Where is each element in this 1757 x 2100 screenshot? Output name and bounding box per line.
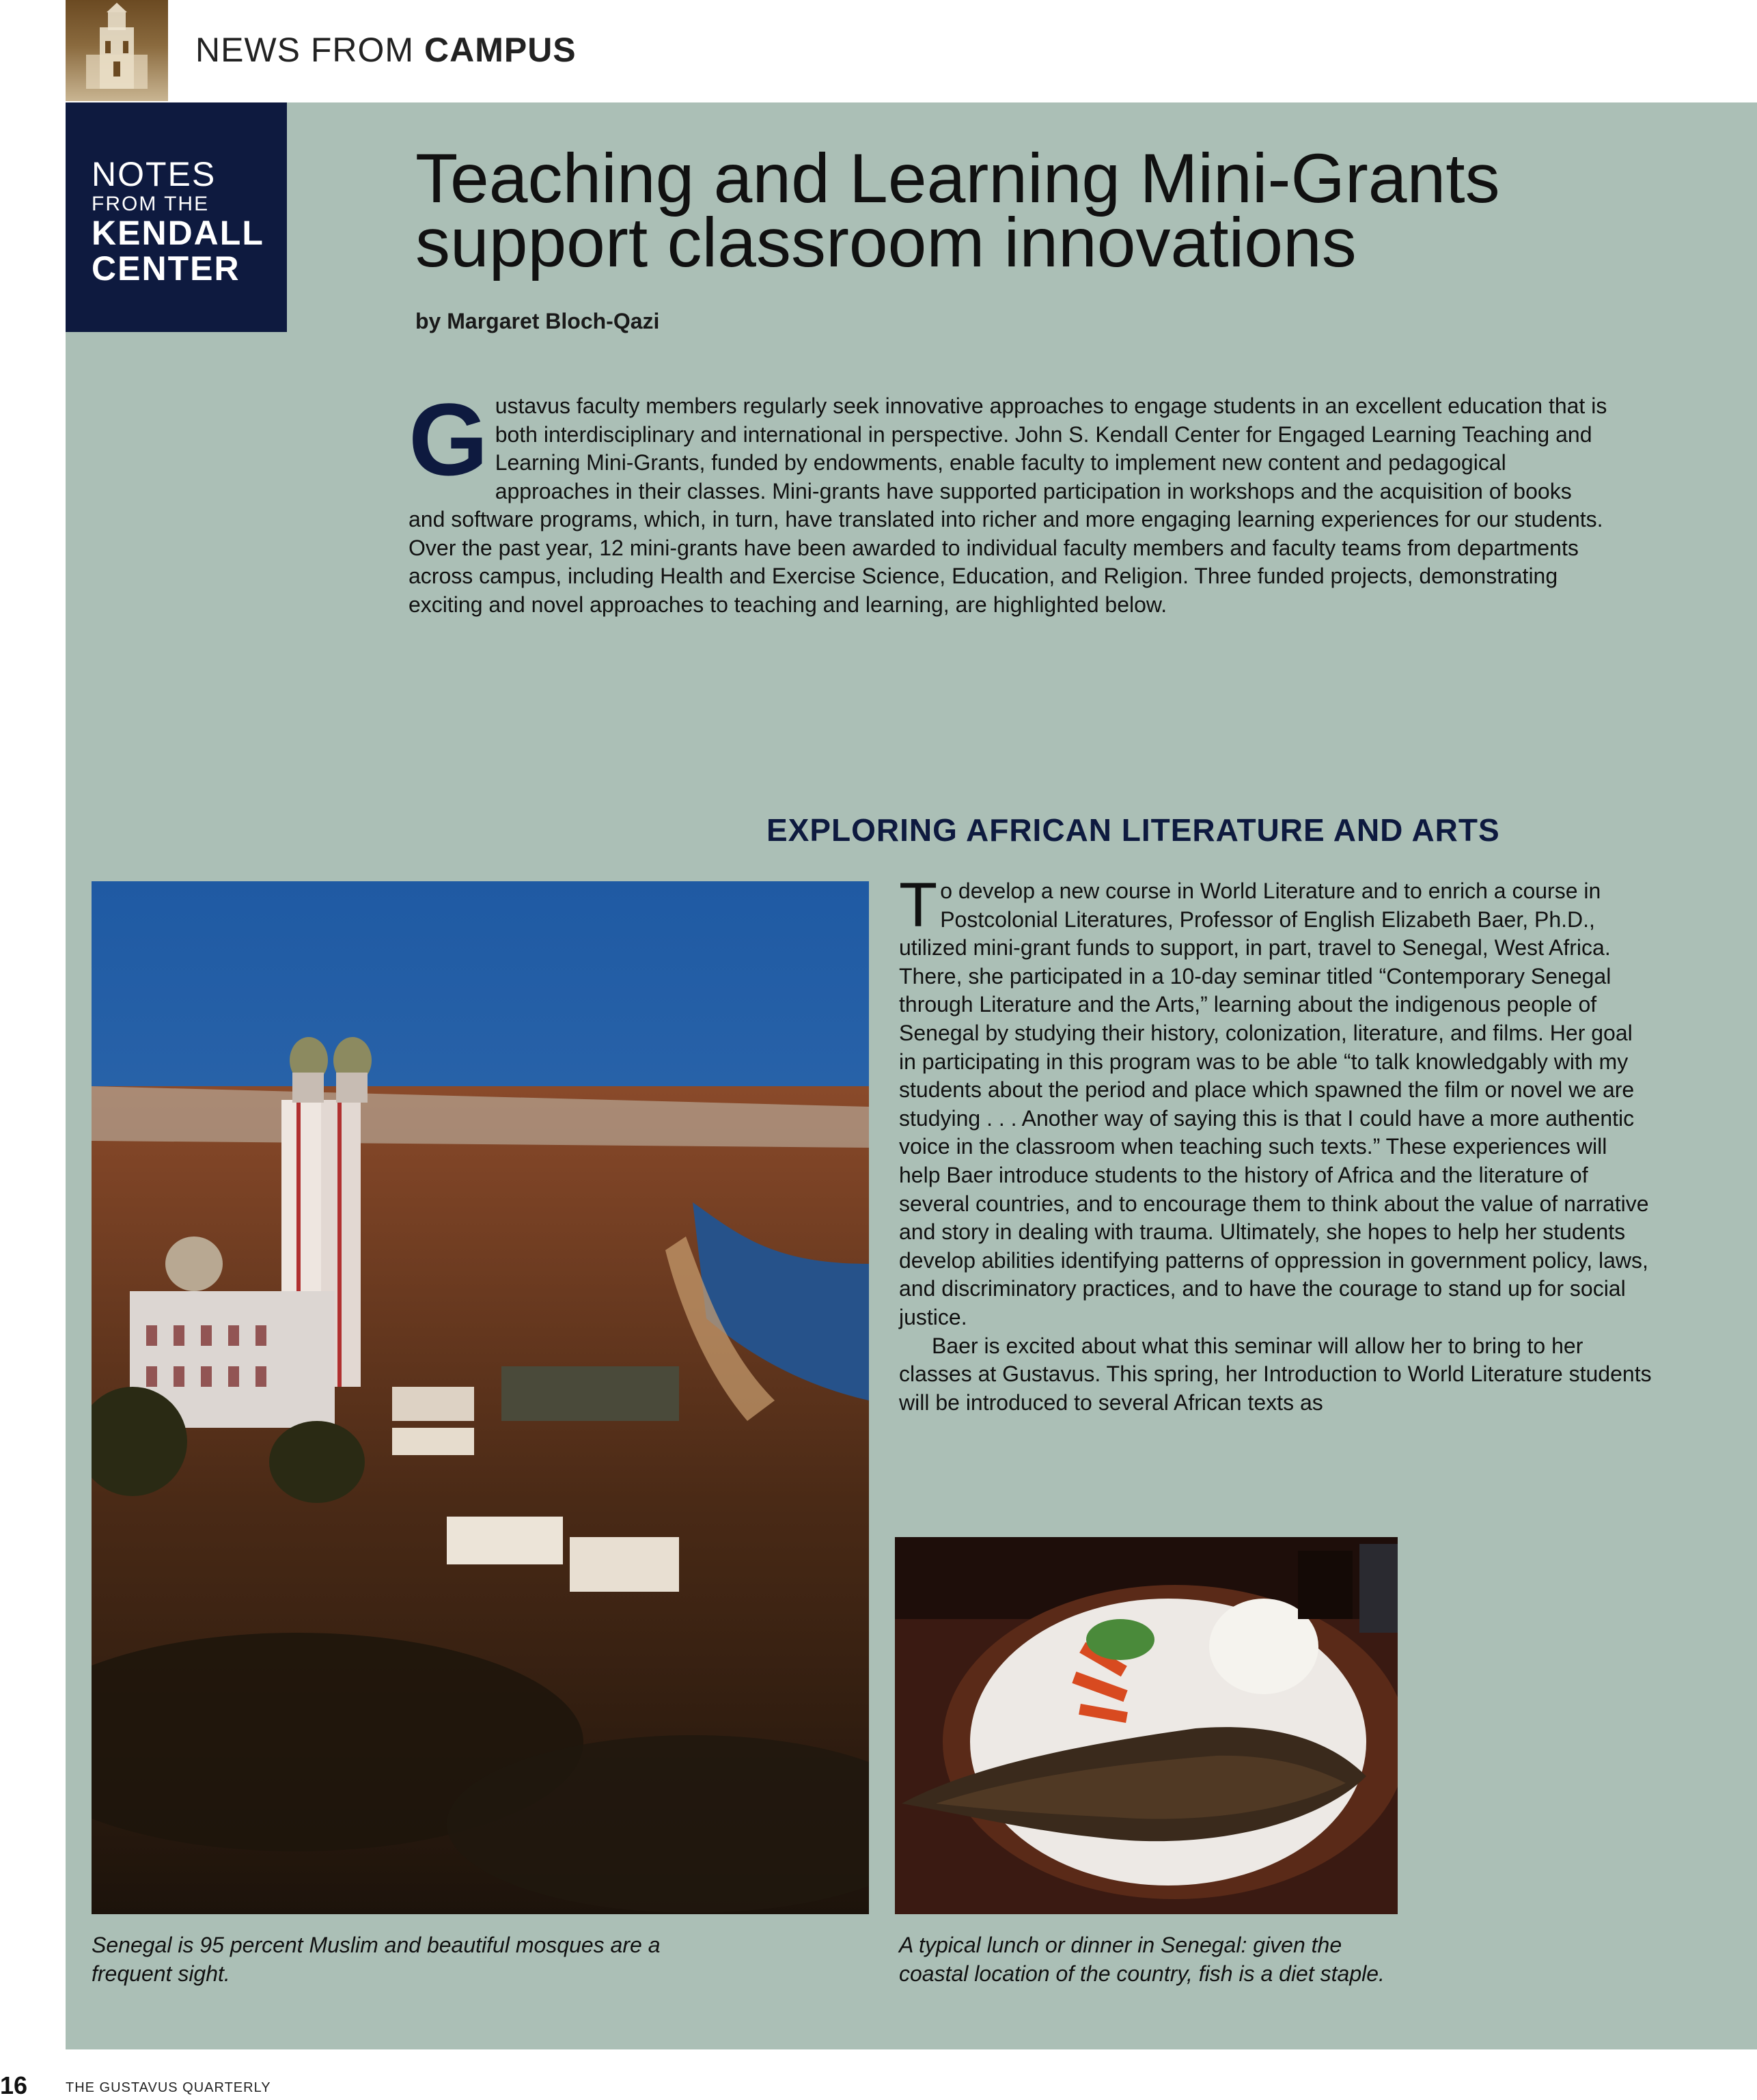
- campus-logo: [66, 0, 168, 101]
- section-body: [899, 870, 1652, 1417]
- section-heading: EXPLORING AFRICAN LITERATURE AND ARTS: [766, 812, 1500, 848]
- publication-title: THE GUSTAVUS QUARTERLY: [66, 2080, 271, 2095]
- section-paragraph-1: To develop a new course in World Literature and to enrich a course in Postcolonial Literatures, Professor of English Elizabeth Baer, Ph.D., utilized mini-grant funds to support, in part, travel to Senegal, West Africa. There, she participated in a 10-day seminar titled “Contemporary Senegal through Literature and the Arts,” learning about the indigenous people of Senegal by studying their history, colonization, literature, and films. Her goal in participating in this program was to be able “to talk knowledgably with my students about the period and place which spawned the film or novel we are studying . . . Another way of saying this is that I could have a more authentic voice in the classroom when teaching such texts.” These experiences will help Baer introduce students to the history of Africa and the literature of several countries, and to encourage them to think about the value of narrative and story in dealing with trauma. Ultimately, she hopes to help her students develop abilities identifying patterns of oppression in government policy, laws, and discriminatory practices, and to have the courage to stand up for social justice.: [899, 870, 1649, 1329]
- section-paragraph-2: Baer is excited about what this seminar will allow her to bring to her classes at Gustavus. This spring, her Introduction to World Literature students will be introduced to several African texts as: [899, 1333, 1652, 1415]
- food-photo: [895, 1537, 1398, 1914]
- mosque-photo: [92, 881, 869, 1914]
- dropcap-t: T: [899, 870, 938, 940]
- dropcap-g: G: [409, 382, 488, 497]
- intro-paragraph: Gustavus faculty members regularly seek innovative approaches to engage students in an excellent education that is both interdisciplinary and international in perspective. John S. Kendall Center for Engaged Learning Teaching and Learning Mini-Grants, funded by endowments, enable faculty to implement new content and pedagogical approaches in their classes. Mini-grants have supported participation in workshops and the acquisition of books and software programs, which, in turn, have translated into richer and more engaging learning experiences for our students. Over the past year, 12 mini-grants have been awarded to individual faculty members and faculty teams from departments across campus, including Health and Exercise Science, Education, and Religion. Three funded projects, demonstrating exciting and novel approaches to teaching and learning, are highlighted below.: [409, 382, 1607, 617]
- caption-food: A typical lunch or dinner in Senegal: given the coastal location of the country, fish is a diet staple.: [899, 1933, 1385, 1986]
- badge-notes: NOTES: [92, 155, 217, 193]
- page-title: Teaching and Learning Mini-Grants support classroom innovations: [415, 139, 1500, 281]
- page-number: 16: [0, 2071, 28, 2099]
- kendall-center-badge: [66, 102, 287, 332]
- badge-kendall: KENDALL: [92, 214, 264, 252]
- section-label: NEWS FROM CAMPUS: [195, 31, 577, 69]
- caption-mosque: Senegal is 95 percent Muslim and beautiful mosques are a frequent sight.: [92, 1933, 661, 1986]
- badge-center: CENTER: [92, 249, 240, 288]
- badge-from: FROM THE: [92, 193, 210, 215]
- building-icon: [66, 0, 168, 101]
- byline: by Margaret Bloch-Qazi: [415, 309, 660, 333]
